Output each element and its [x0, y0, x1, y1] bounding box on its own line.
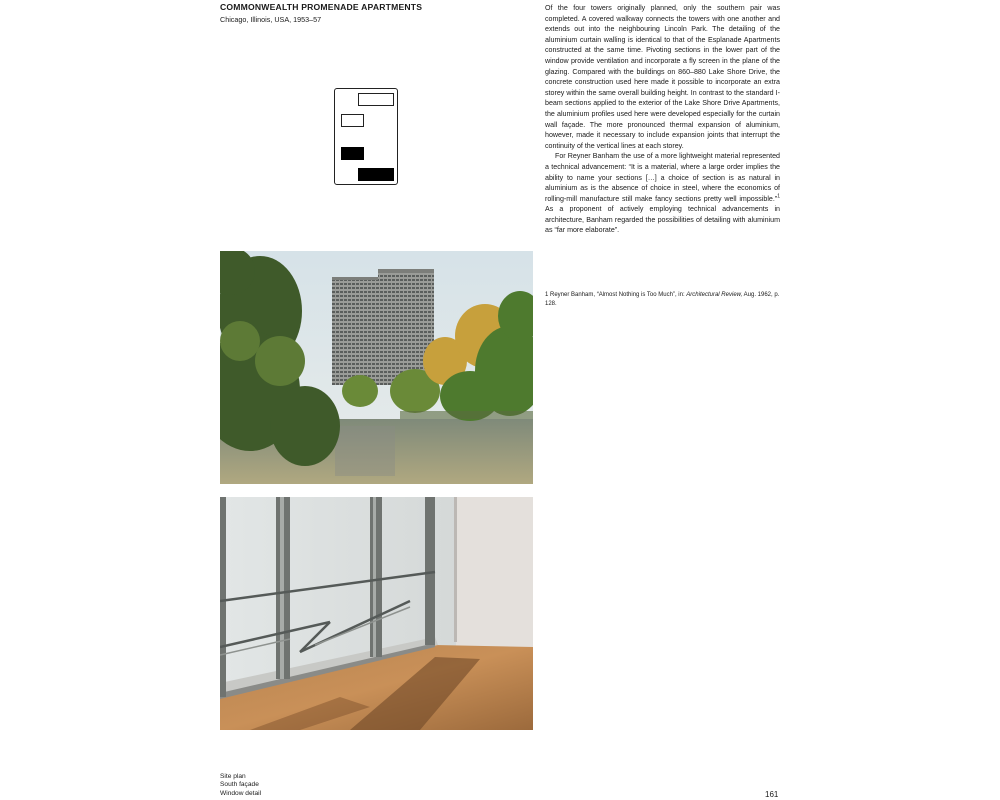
window-detail-photo — [220, 497, 533, 730]
figure-captions — [220, 773, 261, 798]
body-paragraph-1: Of the four towers originally planned, only the southern pair was completed. A covered walkway connects the towers with one another and extends out into the neighbouring Lincoln Park. The detailing of the aluminium curtain walling is identical to that of the Esplanade Apartments constructed at the same time. Pivoting sections in the lower part of the window provide ventilation and incorporate a fly screen in the plane of the glazing. Compared with the buildings on 860–880 Lake Shore Drive, the concrete construction used here made it possible to incorporate an extra storey within the same overall building height. In contrast to the standard I-beam sections applied to the exterior of the Lake Shore Drive Apartments, the aluminium profiles used here were developed especially for the curtain wall façade. The more pronounced thermal expansion of aluminium, however, made it necessary to include expansion joints that interrupt the continuity of the vertical lines at each storey. — [545, 4, 780, 150]
site-plan-tower-built-1 — [341, 147, 364, 160]
footnote — [545, 291, 785, 309]
body-text — [545, 3, 780, 236]
footnote-suffix: Aug. 1962, p. 128. — [545, 292, 780, 307]
site-plan-tower-built-2 — [358, 168, 394, 181]
site-plan-tower-outline-1 — [358, 93, 394, 106]
banham-conclusion-text: As a proponent of actively employing technical advancements in architecture, Banham regarded the possibilities of detailing with aluminium as “far more elaborate”. — [545, 205, 780, 235]
south-facade-photo — [220, 251, 533, 484]
project-location-dates: Chicago, Illinois, USA, 1953–57 — [220, 15, 322, 24]
site-plan-diagram — [334, 88, 398, 185]
footnote-prefix: 1 Reyner Banham, “Almost Nothing is Too Much”, in: — [545, 292, 687, 298]
banham-quote-text: For Reyner Banham the use of a more lightweight material represented a technical advancement: “It is a material, where a large order implies the ability to name your sections […] a choice of section is as natural in aluminium as is the absence of choice in steel, where the economics of rolling-mill manufacture still make fancy sections pretty well impossible.” — [545, 152, 780, 203]
caption-south-facade: South façade — [220, 781, 259, 789]
project-title: COMMONWEALTH PROMENADE APARTMENTS — [220, 2, 423, 12]
page-number: 161 — [765, 790, 779, 799]
caption-window-detail: Window detail — [220, 789, 262, 797]
footnote-reference: 1 — [777, 193, 780, 200]
footnote-journal: Architectural Review, — [686, 292, 743, 298]
caption-site-plan: Site plan — [220, 773, 246, 780]
body-paragraph-2 — [545, 151, 780, 236]
site-plan-tower-outline-2 — [341, 114, 364, 127]
